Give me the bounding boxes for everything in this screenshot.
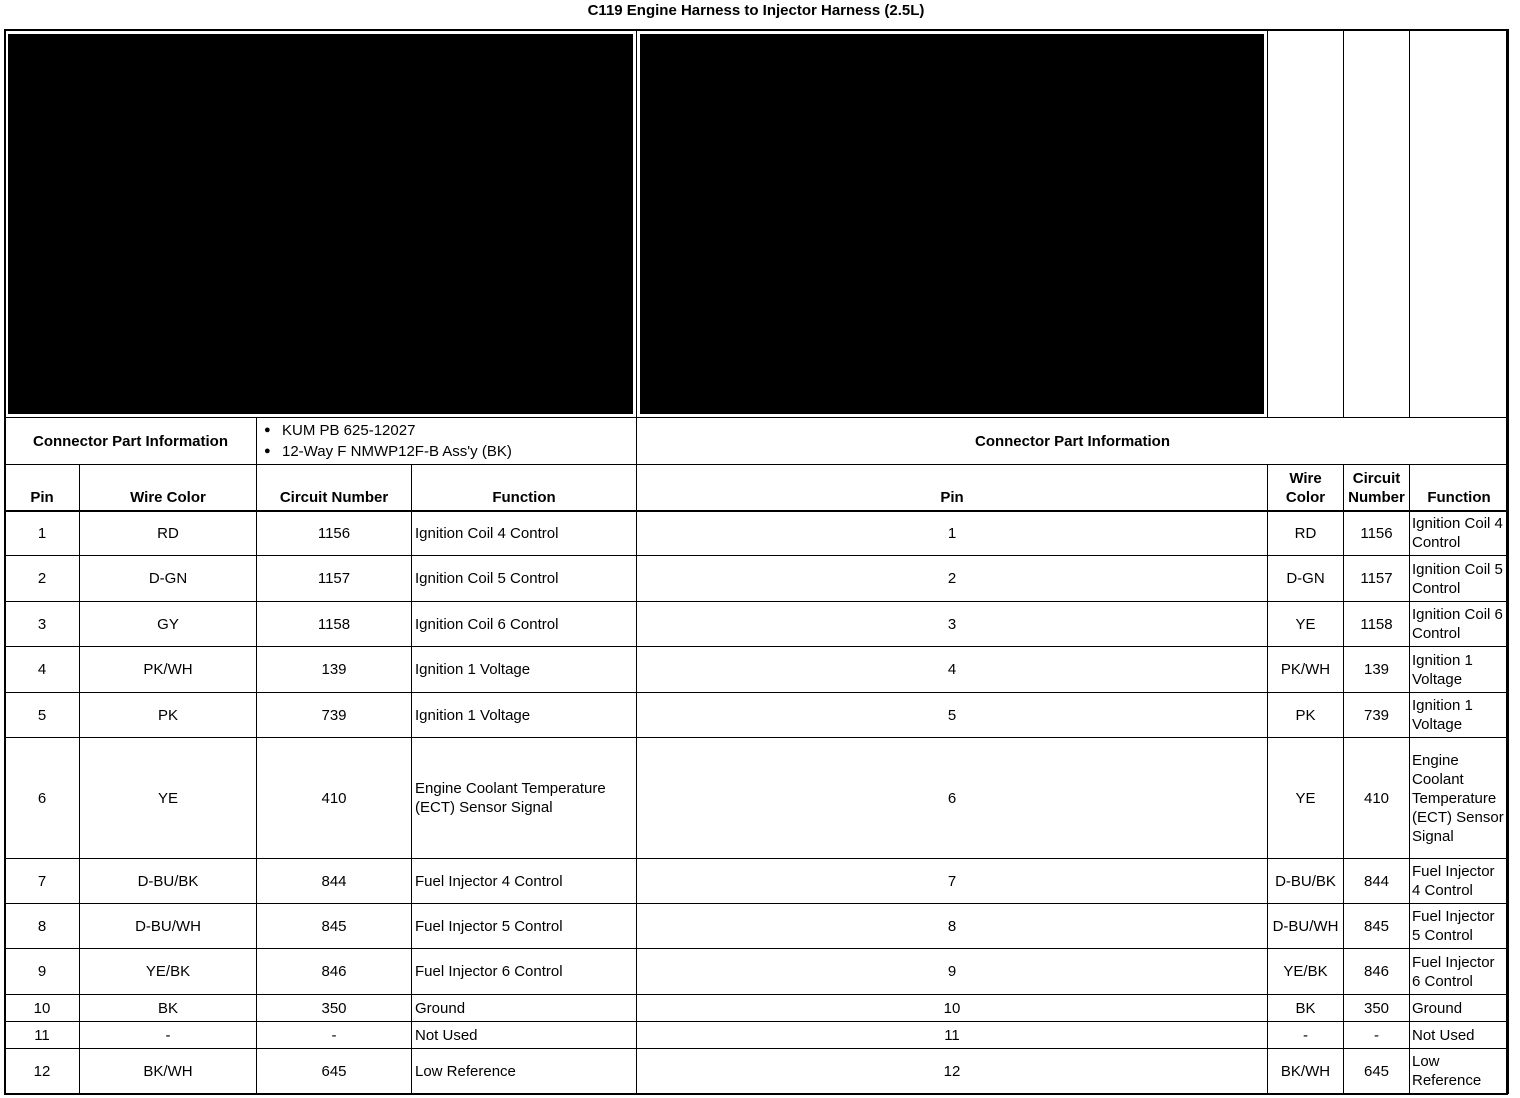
connector-image-row (5, 30, 1509, 418)
empty-cell (1410, 30, 1509, 418)
left-part-info-label: Connector Part Information (5, 418, 257, 465)
right-circuit-number-cell: 1156 (1344, 511, 1410, 556)
right-pin-cell: 7 (637, 859, 1268, 904)
table-row (5, 647, 1509, 693)
left-function-cell: Engine Coolant Temperature (ECT) Sensor Signal (412, 738, 637, 859)
right-function-cell: Ground (1410, 995, 1509, 1022)
connector-table (4, 29, 1509, 1094)
left-circuit-number-cell: 845 (257, 904, 412, 949)
left-circuit-number-cell: 1157 (257, 556, 412, 602)
right-connector-image (640, 34, 1264, 414)
table-row (5, 511, 1509, 556)
left-circuit-number-cell: 350 (257, 995, 412, 1022)
right-function-cell: Low Reference (1410, 1049, 1509, 1094)
right-wire-color-cell: YE/BK (1268, 949, 1344, 995)
right-wire-color-cell: D-BU/WH (1268, 904, 1344, 949)
left-pin-cell: 10 (5, 995, 80, 1022)
left-pin-cell: 12 (5, 1049, 80, 1094)
left-circuit-number-cell: 846 (257, 949, 412, 995)
table-row (5, 602, 1509, 647)
table-row (5, 904, 1509, 949)
right-pin-cell: 11 (637, 1022, 1268, 1049)
right-circuit-number-cell: 410 (1344, 738, 1410, 859)
left-pin-cell: 6 (5, 738, 80, 859)
right-circuit-number-cell: 645 (1344, 1049, 1410, 1094)
right-function-cell: Fuel Injector 6 Control (1410, 949, 1509, 995)
right-wire-color-cell: D-GN (1268, 556, 1344, 602)
left-pin-cell: 7 (5, 859, 80, 904)
right-wire-color-cell: D-BU/BK (1268, 859, 1344, 904)
right-wire-color-cell: BK (1268, 995, 1344, 1022)
left-function-cell: Low Reference (412, 1049, 637, 1094)
right-header-circuit-number: Circuit Number (1344, 465, 1410, 511)
left-pin-cell: 5 (5, 693, 80, 738)
right-function-cell: Ignition Coil 4 Control (1410, 511, 1509, 556)
left-circuit-number-cell: 139 (257, 647, 412, 693)
left-function-cell: Ground (412, 995, 637, 1022)
page-title: C119 Engine Harness to Injector Harness (2.5L) (587, 2, 925, 19)
left-circuit-number-cell: 1156 (257, 511, 412, 556)
left-pin-cell: 2 (5, 556, 80, 602)
right-header-pin: Pin (637, 465, 1268, 511)
left-pin-cell: 9 (5, 949, 80, 995)
part-info-item: ● 12-Way F NMWP12F-B Ass'y (BK) (260, 441, 633, 462)
left-wire-color-cell: YE (80, 738, 257, 859)
right-function-cell: Engine Coolant Temperature (ECT) Sensor Signal (1410, 738, 1509, 859)
right-function-cell: Fuel Injector 5 Control (1410, 904, 1509, 949)
right-pin-cell: 1 (637, 511, 1268, 556)
left-function-cell: Ignition Coil 6 Control (412, 602, 637, 647)
left-connector-image (8, 34, 633, 414)
empty-cell (1268, 30, 1344, 418)
right-wire-color-cell: PK/WH (1268, 647, 1344, 693)
left-pin-cell: 3 (5, 602, 80, 647)
right-circuit-number-cell: 846 (1344, 949, 1410, 995)
left-wire-color-cell: D-BU/WH (80, 904, 257, 949)
right-pin-cell: 8 (637, 904, 1268, 949)
right-circuit-number-cell: 1157 (1344, 556, 1410, 602)
left-function-cell: Ignition 1 Voltage (412, 647, 637, 693)
left-wire-color-cell: BK (80, 995, 257, 1022)
left-function-cell: Fuel Injector 6 Control (412, 949, 637, 995)
right-wire-color-cell: PK (1268, 693, 1344, 738)
left-part-info-list (260, 420, 633, 462)
table-row (5, 556, 1509, 602)
right-wire-color-cell: BK/WH (1268, 1049, 1344, 1094)
left-function-cell: Fuel Injector 4 Control (412, 859, 637, 904)
right-wire-color-cell: - (1268, 1022, 1344, 1049)
table-row (5, 995, 1509, 1022)
left-part-info-list-cell (257, 418, 637, 465)
table-row (5, 1049, 1509, 1094)
left-pin-cell: 1 (5, 511, 80, 556)
right-circuit-number-cell: 739 (1344, 693, 1410, 738)
left-wire-color-cell: D-BU/BK (80, 859, 257, 904)
left-wire-color-cell: YE/BK (80, 949, 257, 995)
left-header-circuit-number: Circuit Number (257, 465, 412, 511)
right-header-function: Function (1410, 465, 1509, 511)
right-part-info-label: Connector Part Information (637, 418, 1509, 465)
left-wire-color-cell: D-GN (80, 556, 257, 602)
right-function-cell: Fuel Injector 4 Control (1410, 859, 1509, 904)
left-function-cell: Ignition Coil 5 Control (412, 556, 637, 602)
left-function-cell: Ignition 1 Voltage (412, 693, 637, 738)
right-header-wire-color: Wire Color (1268, 465, 1344, 511)
left-circuit-number-cell: 844 (257, 859, 412, 904)
right-pin-cell: 4 (637, 647, 1268, 693)
table-row (5, 949, 1509, 995)
left-pin-cell: 4 (5, 647, 80, 693)
right-function-cell: Ignition Coil 5 Control (1410, 556, 1509, 602)
right-pin-cell: 3 (637, 602, 1268, 647)
left-wire-color-cell: RD (80, 511, 257, 556)
right-wire-color-cell: RD (1268, 511, 1344, 556)
right-circuit-number-cell: 139 (1344, 647, 1410, 693)
left-circuit-number-cell: 739 (257, 693, 412, 738)
right-wire-color-cell: YE (1268, 602, 1344, 647)
left-wire-color-cell: PK/WH (80, 647, 257, 693)
empty-cell (1344, 30, 1410, 418)
right-connector-image-cell (637, 30, 1268, 418)
table-row (5, 738, 1509, 859)
left-header-wire-color: Wire Color (80, 465, 257, 511)
left-wire-color-cell: BK/WH (80, 1049, 257, 1094)
left-header-function: Function (412, 465, 637, 511)
right-circuit-number-cell: 844 (1344, 859, 1410, 904)
left-circuit-number-cell: 410 (257, 738, 412, 859)
left-circuit-number-cell: 645 (257, 1049, 412, 1094)
left-wire-color-cell: PK (80, 693, 257, 738)
left-pin-cell: 11 (5, 1022, 80, 1049)
left-header-pin: Pin (5, 465, 80, 511)
part-info-row (5, 418, 1509, 465)
left-circuit-number-cell: 1158 (257, 602, 412, 647)
left-wire-color-cell: - (80, 1022, 257, 1049)
right-circuit-number-cell: - (1344, 1022, 1410, 1049)
left-function-cell: Not Used (412, 1022, 637, 1049)
right-circuit-number-cell: 845 (1344, 904, 1410, 949)
right-pin-cell: 6 (637, 738, 1268, 859)
right-function-cell: Ignition 1 Voltage (1410, 693, 1509, 738)
column-header-row (5, 465, 1509, 511)
right-function-cell: Ignition 1 Voltage (1410, 647, 1509, 693)
right-pin-cell: 2 (637, 556, 1268, 602)
right-function-cell: Ignition Coil 6 Control (1410, 602, 1509, 647)
table-row (5, 859, 1509, 904)
table-row (5, 1022, 1509, 1049)
right-wire-color-cell: YE (1268, 738, 1344, 859)
right-pin-cell: 5 (637, 693, 1268, 738)
right-pin-cell: 10 (637, 995, 1268, 1022)
right-function-cell: Not Used (1410, 1022, 1509, 1049)
left-pin-cell: 8 (5, 904, 80, 949)
right-circuit-number-cell: 350 (1344, 995, 1410, 1022)
left-function-cell: Fuel Injector 5 Control (412, 904, 637, 949)
left-function-cell: Ignition Coil 4 Control (412, 511, 637, 556)
left-connector-image-cell (5, 30, 637, 418)
right-pin-cell: 9 (637, 949, 1268, 995)
right-pin-cell: 12 (637, 1049, 1268, 1094)
right-circuit-number-cell: 1158 (1344, 602, 1410, 647)
left-circuit-number-cell: - (257, 1022, 412, 1049)
left-wire-color-cell: GY (80, 602, 257, 647)
part-info-item: ● KUM PB 625-12027 (260, 420, 633, 441)
table-row (5, 693, 1509, 738)
